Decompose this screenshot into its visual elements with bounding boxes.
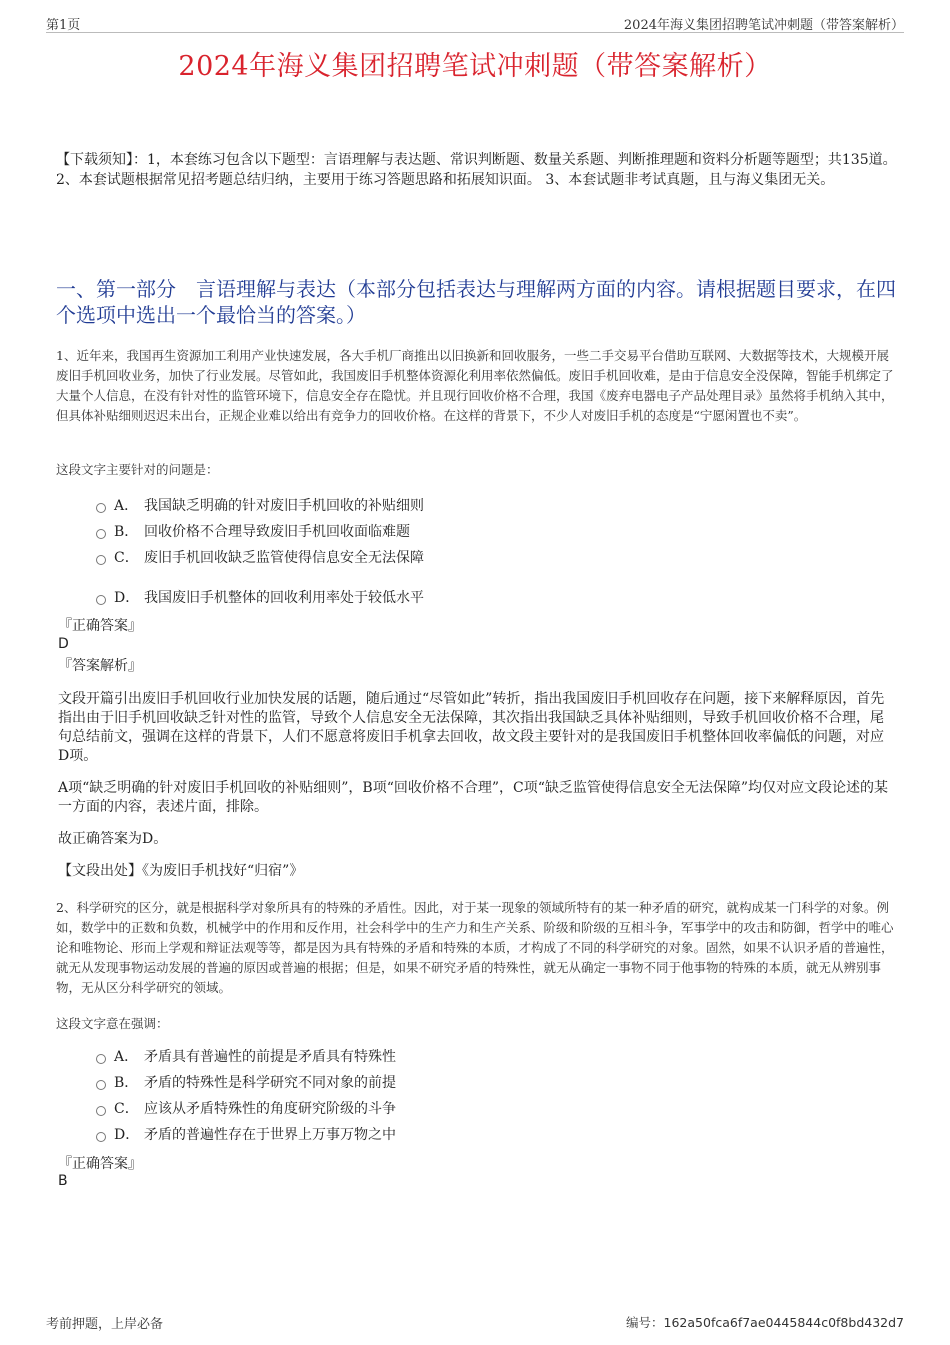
question-2-option-c[interactable]: C． 应该从矛盾特殊性的角度研究阶级的斗争 bbox=[96, 1099, 396, 1119]
radio-icon[interactable] bbox=[96, 1106, 106, 1116]
question-1-answer-label: 『正确答案』 bbox=[58, 618, 142, 634]
question-2-option-d[interactable]: D． 矛盾的普遍性存在于世界上万事万物之中 bbox=[96, 1125, 396, 1145]
radio-icon[interactable] bbox=[96, 503, 106, 513]
footer-slogan: 考前押题，上岸必备 bbox=[46, 1317, 164, 1332]
question-1-source: 【文段出处】《为废旧手机找好“归宿”》 bbox=[58, 863, 304, 879]
page-footer bbox=[46, 1313, 904, 1331]
page-number: 第1页 bbox=[46, 18, 81, 33]
radio-icon[interactable] bbox=[96, 555, 106, 565]
radio-icon[interactable] bbox=[96, 1054, 106, 1064]
question-1-analysis-label: 『答案解析』 bbox=[58, 658, 142, 674]
radio-icon[interactable] bbox=[96, 1132, 106, 1142]
question-2-option-a[interactable]: A． 矛盾具有普遍性的前提是矛盾具有特殊性 bbox=[96, 1047, 396, 1067]
question-1-analysis-paragraph: A项“缺乏明确的针对废旧手机回收的补贴细则”，B项“回收价格不合理”，C项“缺乏监管使得信息安全无法保障”均仅对应文段论述的某一方面的内容，表述片面，排除。 bbox=[58, 780, 889, 815]
footer-serial: 编号：162a50fca6f7ae0445844c0f8bd432d7 bbox=[626, 1315, 904, 1330]
question-1-prompt: 这段文字主要针对的问题是： bbox=[56, 462, 219, 477]
question-2-text: 2、科学研究的区分，就是根据科学对象所具有的特殊的矛盾性。因此，对于某一现象的领域所特有的某一种矛盾的研究，就构成某一门科学的对象。例如，数学中的正数和负数，机械学中的作用和反作用，社会科学中的生产力和生产关系、阶级和阶级的互相斗争，军事学中的攻击和防御，哲学中的唯心论和唯物论、形而上学观和辩证法观等等，都是因为具有特殊的矛盾和特殊的本质，才构成了不同的科学研究的对象。固然，如果不认识矛盾的普遍性，就无从发现事物运动发展的普遍的原因或普遍的根据；但是，如果不研究矛盾的特殊性，就无从确定一事物不同于他事物的特殊的本质，就无从辨别事物，无从区分科学研究的领域。 bbox=[56, 900, 894, 995]
question-1-text: 1、近年来，我国再生资源加工利用产业快速发展，各大手机厂商推出以旧换新和回收服务，一些二手交易平台借助互联网、大数据等技术，大规模开展废旧手机回收业务，加快了行业发展。尽管如此，我国废旧手机整体资源化利用率依然偏低。废旧手机回收难，是由于信息安全没保障，智能手机绑定了大量个人信息，在没有针对性的监管环境下，信息安全存在隐忧。并且现行回收价格不合理，我国《废弃电器电子产品处理目录》虽然将手机纳入其中，但具体补贴细则迟迟未出台，正规企业难以给出有竞争力的回收价格。在这样的背景下，不少人对废旧手机的态度是“宁愿闲置也不卖”。 bbox=[56, 348, 894, 423]
radio-icon[interactable] bbox=[96, 1080, 106, 1090]
question-1-option-d[interactable]: D． 我国废旧手机整体的回收利用率处于较低水平 bbox=[96, 588, 424, 608]
header-doc-title: 2024年海义集团招聘笔试冲刺题（带答案解析） bbox=[623, 18, 904, 33]
question-1-option-b[interactable]: B． 回收价格不合理导致废旧手机回收面临难题 bbox=[96, 522, 410, 542]
download-notice: 【下载须知】：1，本套练习包含以下题型：言语理解与表达题、常识判断题、数量关系题、判断推理题和资料分析题等题型；共135道。 2、本套试题根据常见招考题总结归纳，主要用于练习答题思路和拓展知识面。 3、本套试题非考试真题，且与海义集团无关。 bbox=[56, 152, 897, 188]
question-1-option-c[interactable]: C． 废旧手机回收缺乏监管使得信息安全无法保障 bbox=[96, 548, 424, 568]
radio-icon[interactable] bbox=[96, 595, 106, 605]
question-1-answer: D bbox=[58, 636, 69, 652]
question-2-prompt: 这段文字意在强调： bbox=[56, 1016, 169, 1031]
section-heading: 一、第一部分 言语理解与表达（本部分包括表达与理解两方面的内容。请根据题目要求，在四个选项中选出一个最恰当的答案。） bbox=[56, 277, 896, 327]
page-title: 2024年海义集团招聘笔试冲刺题（带答案解析） bbox=[178, 51, 772, 82]
radio-icon[interactable] bbox=[96, 529, 106, 539]
question-2-answer: B bbox=[58, 1173, 68, 1189]
question-1-analysis-paragraph: 故正确答案为D。 bbox=[58, 831, 168, 847]
page-header bbox=[46, 14, 904, 33]
question-1-option-a[interactable]: A． 我国缺乏明确的针对废旧手机回收的补贴细则 bbox=[96, 496, 424, 516]
question-2-answer-label: 『正确答案』 bbox=[58, 1156, 142, 1172]
question-2-option-b[interactable]: B． 矛盾的特殊性是科学研究不同对象的前提 bbox=[96, 1073, 396, 1093]
question-1-analysis-paragraph: 文段开篇引出废旧手机回收行业加快发展的话题，随后通过“尽管如此”转折，指出我国废旧手机回收存在问题，接下来解释原因，首先指出由于旧手机回收缺乏针对性的监管，导致个人信息安全无法保障，其次指出我国缺乏具体补贴细则，导致手机回收价格不合理，尾句总结前文，强调在这样的背景下，人们不愿意将废旧手机拿去回收，故文段主要针对的是我国废旧手机整体回收率偏低的问题，对应D项。 bbox=[58, 691, 885, 764]
